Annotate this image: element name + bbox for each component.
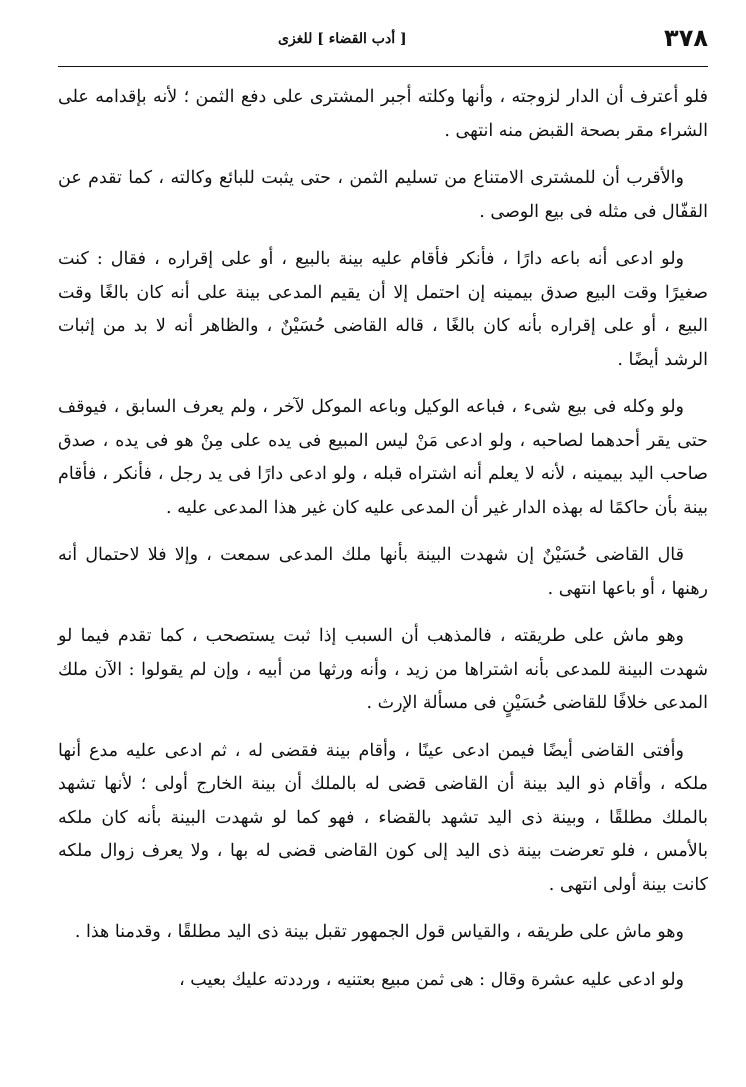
header-rule [58,66,708,67]
paragraph: قال القاضى حُسَيْنٌ إن شهدت البينة بأنها ملك المدعى سمعت ، وإلا فلا لاحتمال أنه رهنها ، أو باعها انتهى . [58,545,708,599]
running-title: [ أدب القضاء ] للغزى [278,31,407,48]
paragraph: وهو ماش على طريقته ، فالمذهب أن السبب إذا ثبت يستصحب ، كما تقدم فيما لو شهدت البينة للمدعى بأنه اشتراها من زيد ، وأنه ورثها من أبيه ، وإن لم يقولوا : الآن ملك المدعى خلافًا للقاضى حُسَيْنٍ فى مسألة الإرث . [58,626,708,713]
page-number: ٣٧٨ [664,24,708,52]
paragraph: وأفتى القاضى أيضًا فيمن ادعى عينًا ، وأقام بينة فقضى له ، ثم ادعى عليه مدع أنها ملكه ، وأقام ذو اليد بينة أن القاضى قضى له بالملك أن بينة الخارج أولى ؛ لأنها تشهد بالملك مطلقًا ، وبينة ذى اليد تشهد بالقضاء ، فهو كما لو شهدت البينة بأنه كان ملكه بالأمس ، فلو تعرضت بينة ذى اليد إلى كون القاضى قضى له بها ، ولا يعرف زوال ملكه كانت بينة أولى انتهى . [58,740,708,895]
page-body [58,81,708,997]
paragraph: وهو ماش على طريقه ، والقياس قول الجمهور تقبل بينة ذى اليد مطلقًا ، وقدمنا هذا . [74,922,684,942]
paragraph: ولو ادعى عليه عشرة وقال : هى ثمن مبيع بعتنيه ، ورددته عليك بعيب ، [179,969,684,990]
paragraph: ولو ادعى أنه باعه دارًا ، فأنكر فأقام عليه بينة بالبيع ، أو على إقراره ، فقال : كنت صغيرًا وقت البيع صدق بيمينه إن احتمل إلا أن يقيم المدعى بينة على أنه كان بالغًا وقت البيع ، أو على إقراره بأنه كان بالغًا ، قاله القاضى حُسَيْنٌ ، والظاهر أنه لا بد من إثبات الرشد أيضًا . [58,249,708,370]
paragraph: ولو وكله فى بيع شىء ، فباعه الوكيل وباعه الموكل لآخر ، ولم يعرف السابق ، فيوقف حتى يقر أحدهما لصاحبه ، ولو ادعى مَنْ ليس المبيع فى يده على مِنْ هو فى يده ، صدق صاحب اليد بيمينه ، لأنه لا يعلم أنه اشتراه قبله ، ولو ادعى دارًا فى يد رجل ، فأنكر ، فأقام بينة بأن حاكمًا له بهذه الدار غير أن المدعى عليه كان غير هذا المدعى عليه . [58,397,708,518]
page-header [58,20,708,50]
paragraph: فلو أعترف أن الدار لزوجته ، وأنها وكلته أجبر المشترى على دفع الثمن ؛ لأنه بإقدامه على الشراء مقر بصحة القبض منه انتهى . [58,87,708,141]
paragraph: والأقرب أن للمشترى الامتناع من تسليم الثمن ، حتى يثبت للبائع وكالته ، كما تقدم عن القفّال فى مثله فى بيع الوصى . [58,168,708,222]
